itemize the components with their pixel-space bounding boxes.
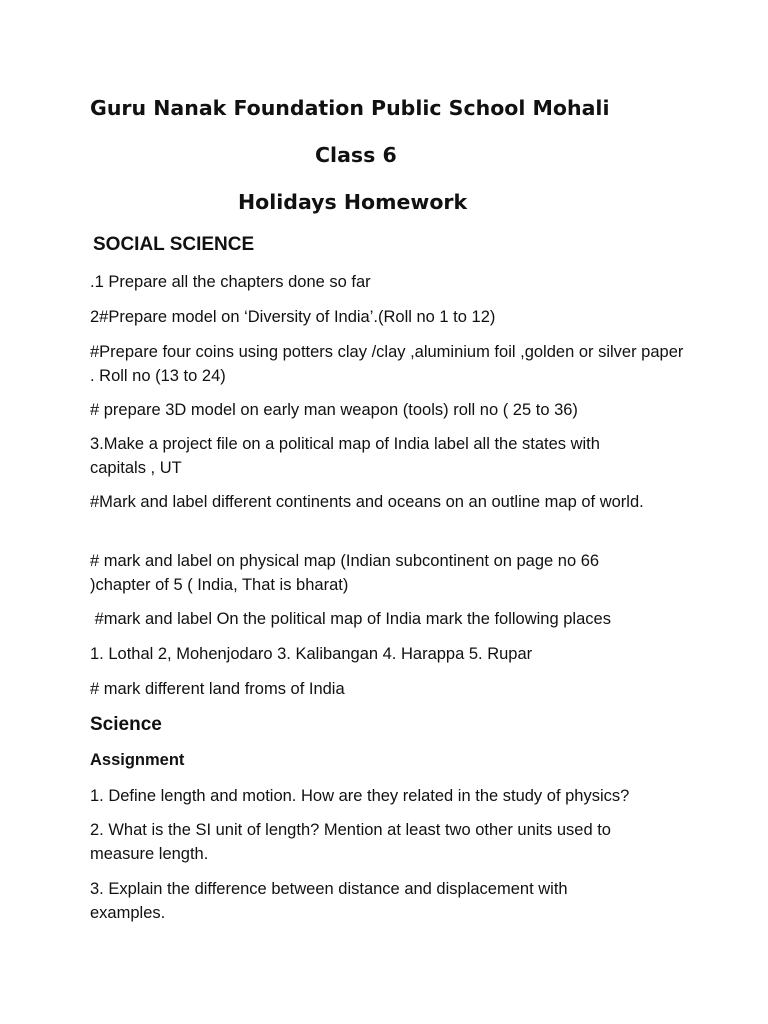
homework-title: Holidays Homework <box>238 190 468 214</box>
assignment-subheading: Assignment <box>90 751 185 769</box>
ss-item-7: # mark and label on physical map (Indian subcontinent on page no 66 )chapter of 5 ( India, That is bharat) <box>90 552 600 594</box>
ss-item-5: 3.Make a project file on a political map of India label all the states with capitals , UT <box>90 435 600 477</box>
ss-item-10: # mark different land froms of India <box>90 680 345 698</box>
ss-item-4: # prepare 3D model on early man weapon (tools) roll no ( 25 to 36) <box>90 401 578 419</box>
social-science-heading: SOCIAL SCIENCE <box>93 234 255 255</box>
ss-item-3: #Prepare four coins using potters clay /clay ,aluminium foil ,golden or silver paper . Roll no (13 to 24) <box>90 343 684 385</box>
school-name: Guru Nanak Foundation Public School Mohali <box>90 96 610 120</box>
science-item-1: 1. Define length and motion. How are they related in the study of physics? <box>90 787 630 805</box>
ss-item-6: #Mark and label different continents and oceans on an outline map of world. <box>90 493 644 511</box>
science-heading: Science <box>90 714 162 735</box>
science-item-3: 3. Explain the difference between distance and displacement with examples. <box>90 880 568 922</box>
science-item-2: 2. What is the SI unit of length? Mention at least two other units used to measure length. <box>90 821 611 863</box>
ss-item-9: 1. Lothal 2, Mohenjodaro 3. Kalibangan 4. Harappa 5. Rupar <box>90 645 533 663</box>
ss-item-1: .1 Prepare all the chapters done so far <box>90 273 371 291</box>
ss-item-8: #mark and label On the political map of India mark the following places <box>90 610 611 628</box>
ss-item-2: 2#Prepare model on ‘Diversity of India’.(Roll no 1 to 12) <box>90 308 496 326</box>
class-title: Class 6 <box>315 143 397 167</box>
